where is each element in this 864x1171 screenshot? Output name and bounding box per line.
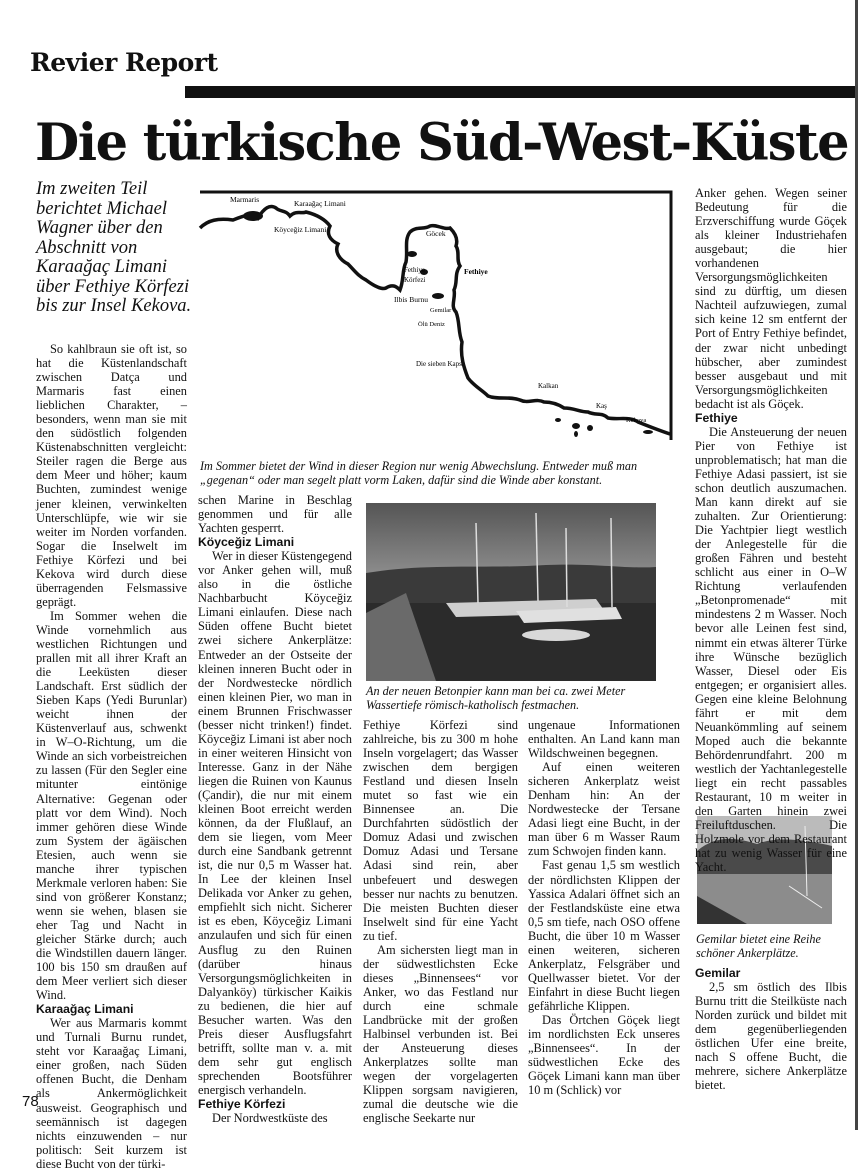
map-label-kekova: Kekova [626, 417, 647, 424]
island [574, 431, 578, 437]
paragraph: Im Sommer wehen die Winde vornehmlich aus westlichen Richtungen und prallen mit all ihrer Kraft an die Leeküsten dieser Landschaft. Erst südlich der Sieben Kaps (Yedi Burunlar) weicht ihnen der Küstenverlauf aus, schwenkt in W–O-Richtung, um die Winde an sich vorbeistreichen zu lassen (Für den Segler eine mitunter eintönige Alternative: Gegenan oder platt vor dem Wind). Noch immer gehören diese Winde zum System der ägäischen Etesien, auch wenn sie manche ihrer typischen Merkmale verloren haben: Sie sind von größerer Konstanz; wenn sie wehen, blasen sie eher Tag und Nacht in gleicher Stärke durch; auch die Windstillen dauern länger. 100 bis 150 sm draußen auf dem Meer verliert sich dieser Wind. [36, 608, 187, 1003]
paragraph: schen Marine in Beschlag genommen und für alle Yachten gesperrt. [198, 493, 352, 536]
section-kicker: Revier Report [30, 48, 218, 77]
subheading: Köyceğiz Limani [198, 535, 295, 550]
paragraph: Wer in dieser Küstengegend vor Anker gehen will, muß also in die östliche Nachbarbucht Köyceğiz Limani einlaufen. Diese nach Süden offene Bucht bietet zwei sichere Ankerplätze: Entweder an der Ostseite der kleinen inneren Bucht oder in der Nordwestecke nördlich einen kleinen Pier, wo man in einem Brunnen Frischwasser (besser nicht trinken!) findet. Köyceğiz Limani ist aber noch in einer weiteren Hinsicht von Interesse. Ganz in der Nähe liegen die Ruinen von Kaunus (Çandir), die nur mit einem kleinen Boot erreicht werden können, da der Flußlauf, an dem sie liegen, vom Meer durch eine Sandbank getrennt ist, die nur 0,5 m Wasser hat. In Lee der kleinen Insel Delikada vor Anker zu gehen, empfiehlt sich nicht. Sicherer ist es eben, Köyceğiz Limani anzulaufen und sich für einen Ausflug zu den Ruinen (darüber hinaus Versorgungsmöglichkeiten in Dalyanköy) türkischer Kaikis zu bedienen, die hier auf Besucher warten. Was den Preis dieser Ausflugsfahrt betrifft, sollte man v. a. mit dem sehr gut englisch sprechenden Bootsführer energisch verhandeln. [198, 549, 352, 1097]
island [555, 418, 561, 422]
text-column-5b [695, 966, 847, 1092]
paragraph: Der Nordwestküste des [212, 1111, 328, 1126]
subheading: Gemilar [695, 966, 741, 980]
map-label-sieben-kaps: Die sieben Kaps [416, 360, 462, 368]
text-column-1 [36, 342, 187, 1171]
page-number: 78 [22, 1093, 39, 1110]
gemilar-photo-caption: Gemilar bietet eine Reihe schöner Ankerplätze. [696, 932, 821, 960]
paragraph: Fast genau 1,5 sm westlich der nördlichsten Klippen der Yassica Adalari öffnet sich an der Festlandsküste eine etwa 0,5 sm tiefe, nach OSO offene Bucht, die über 10 m Wasser einen weiteren, sicheren Ankerplatz, Felsgräber und Quellwasser bietet. Vor der Einfahrt in diese Bucht liegen gefährliche Klippen. [528, 858, 680, 1013]
map-label-koycegiz: Köyceğiz Limani [274, 225, 327, 234]
island [572, 423, 580, 429]
map-label-olu-deniz: Ölü Deniz [418, 321, 445, 328]
text-column-5a [695, 186, 847, 874]
header-rule [185, 86, 855, 98]
paragraph: Fethiye Körfezi sind zahlreiche, bis zu 300 m hohe Inseln vorgelagert; das Wasser zwischen dem bergigen Festland und diesen Inseln mutet so fast wie ein Binnensee an. Die Durchfahrten südöstlich der Domuz Adasi und zwischen Domuz Adasi und Tersane Adasi sind rein, aber unbefeuert und deswegen besser nur nachts zu benutzen. Die meisten Buchten dieser Inselwelt sind für eine Yacht zu tief. [363, 718, 518, 943]
map-label-karaagac: Karaağaç Limani [294, 199, 346, 208]
map-label-gemilar: Gemilar [430, 307, 452, 314]
scan-edge [855, 0, 858, 1130]
paragraph: Auf einen weiteren sicheren Ankerplatz weist Denham hin: An der Nordwestecke der Tersane Adasi liegt eine Bucht, in der man über 6 m Wasser Raum zum Schwojen finden kann. [528, 760, 680, 859]
map-label-fethiye-korfezi-2: Körfezi [404, 276, 426, 284]
paragraph: So kahlbraun sie oft ist, so hat die Küstenlandschaft zwischen Datça und Marmaris fast einen lieblichen Charakter, – besonders, wenn man sie mit den südöstlich folgenden Küstenabschnitten vergleicht: Steiler ragen die Berge aus dem Meer und höher; kaum Buchten, zumindest wenige jener kleinen, verwinkelten Unterschlüpfe, wie wir sie weiter im Norden vorfanden. Sogar die Inselwelt im Fethiye Körfezi und bei Kekova wird durch diese überragenden Felsmassive geprägt. [36, 342, 187, 609]
map-label-fethiye: Fethiye [464, 267, 488, 276]
paragraph: Wer aus Marmaris kommt und Turnali Burnu rundet, steht vor Karaağaç Limani, einer großen, nach Süden offenen Bucht, die Denham als Ankermöglichkeit ausweist. Geographisch und seemännisch ist dagegen nichts einzuwenden – nur politisch: Seit kurzem ist diese Bucht von der türki- [36, 1016, 187, 1171]
map-label-gocek: Göcek [426, 229, 446, 238]
coast-map-svg [198, 190, 673, 445]
article-intro: Im zweiten Teil berichtet Michael Wagner über den Abschnitt von Karaağaç Limani über Fethiye Körfezi bis zur Insel Kekova. [36, 179, 192, 316]
harbour-photo-caption: An der neuen Betonpier kann man bei ca. zwei Meter Wassertiefe römisch-katholisch festmachen. [366, 684, 626, 712]
text-column-4 [528, 718, 680, 1097]
map-caption: Im Sommer bietet der Wind in dieser Region nur wenig Abwechslung. Entweder muß man „gegenan“ oder man segelt platt vorm Laken, dafür sind die Winde aber konstant. [200, 459, 638, 487]
paragraph: ungenaue Informationen enthalten. An Land kann man Wildschweinen begegnen. [528, 718, 680, 761]
text-column-2 [198, 493, 352, 1125]
map-label-fethiye-korfezi-1: Fethiye [404, 266, 425, 274]
island [243, 211, 263, 221]
subheading: Fethiye Körfezi [198, 1097, 286, 1112]
map-label-marmaris: Marmaris [230, 195, 260, 204]
island [432, 293, 444, 299]
harbour-photo [366, 503, 656, 681]
article-title: Die türkische Süd-West-Küste [35, 113, 849, 173]
island [587, 425, 593, 431]
island [407, 251, 417, 257]
map-label-ilbis: Ilbis Burnu [394, 295, 428, 304]
paragraph: Am sichersten liegt man in der südwestlichsten Ecke dieses „Binnensees“ vor Anker, wo das Festland nur durch eine schmale Landbrücke mit der großen Halbinsel verbunden ist. Bei der Ansteuerung dieses Ankerplatzes sollte man wegen der vorgelagerten Klippen sorgsam navigieren, zumal die deutsche wie die englische Seekarte nur [363, 942, 518, 1126]
map-label-kalkan: Kalkan [538, 382, 559, 390]
subheading: Fethiye [695, 410, 738, 425]
paragraph: Die Ansteuerung der neuen Pier von Fethiye ist unproblematisch; hat man die Fethiye Adasi passiert, ist sie schon deutlich auszumachen. Man kann direkt auf sie zuhalten. Zur Orientierung: Die Yachtpier liegt westlich der Anlegestelle für die großen Fähren und besteht schlicht aus einer in O–W Richtung verlaufenden „Betonpromenade“ mit mindestens 2 m Wasser. Noch bevor alle Leinen fest sind, nimmt ein etwas älterer Türke ihre Wünsche bezüglich Wasser, Diesel oder Eis entgegen; er organisiert alles. Gegen eine kleine Belohnung fährt er mit dem Neuankömmling auf seinem Moped auch die bekannte Behördenrundfahrt. 200 m westlich der Yachtanlegestelle liegt ein recht passables Restaurant, 10 m weiter in den Garten hinein zwei Freiluftduschen. Die Holzmole vor dem Restaurant hat zu wenig Wasser für eine Yacht. [695, 424, 847, 875]
text-column-3 [363, 718, 518, 1125]
harbour-photo-svg [366, 503, 656, 681]
subheading: Karaağaç Limani [36, 1002, 134, 1017]
coast-map [198, 190, 673, 445]
island [643, 430, 653, 434]
paragraph: 2,5 sm östlich des Ilbis Burnu tritt die Steilküste nach Norden zurück und bildet mit dem gegenüberliegenden östlichen Ufer eine breite, nach S offene Bucht, die mehrere, sichere Ankerplätze bietet. [695, 980, 847, 1093]
paragraph: Anker gehen. Wegen seiner Bedeutung für die Erzverschiffung wurde Göçek als kleiner Industriehafen ausgebaut; die hier vorhandenen Versorgungsmöglichkeiten sind zu dürftig, um diesen Nachteil aufzuwiegen, zumal sich keine 12 sm entfernt der Port of Entry Fethiye befindet, der zwar nicht unbedingt hübscher, aber zumindest besser ausgebaut und mit Versorgungsmöglichkeiten bedacht ist als Göçek. [695, 186, 847, 411]
paragraph: Das Örtchen Göçek liegt im nordlichsten Eck unseres „Binnensees“. In der südwestlichen Ecke des Göçek Limani kann man über 10 m (Schlick) vor [528, 1012, 680, 1098]
dinghy [522, 629, 590, 641]
map-label-kas: Kaş [596, 402, 607, 410]
